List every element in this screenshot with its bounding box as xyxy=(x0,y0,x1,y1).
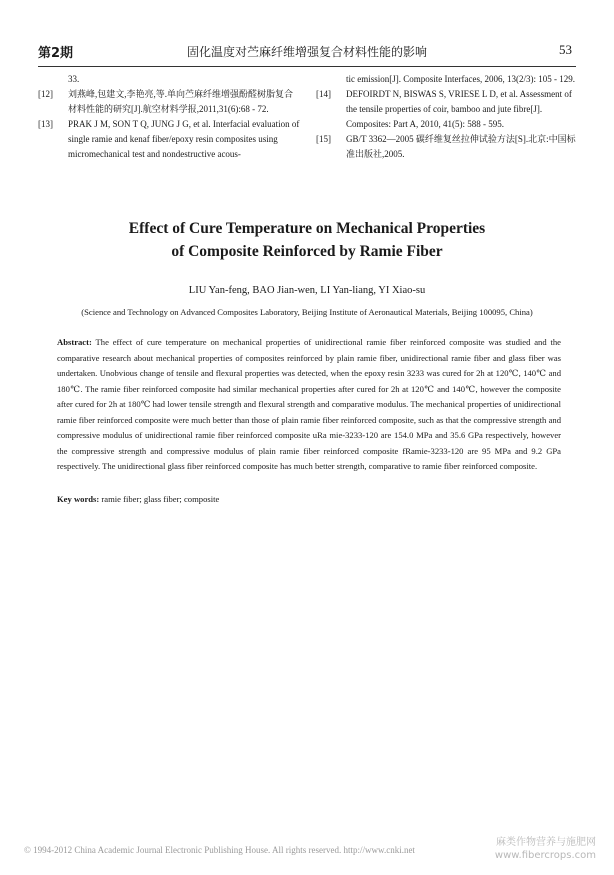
page-number: 53 xyxy=(559,42,572,57)
keywords-text: ramie fiber; glass fiber; composite xyxy=(101,494,220,504)
reference-number: [14] xyxy=(316,89,331,99)
reference-text: GB/T 3362—2005 碳纤维复丝拉伸试验方法[S].北京:中国标准出版社,2005. xyxy=(346,134,576,159)
affiliation: (Science and Technology on Advanced Composites Laboratory, Beijing Institute of Aeronautical Materials, Beijing 100095, China) xyxy=(81,307,533,317)
reference-number: [15] xyxy=(316,134,331,144)
english-title xyxy=(0,217,614,263)
reference-item xyxy=(38,87,300,117)
author-list: LIU Yan-feng, BAO Jian-wen, LI Yan-liang, YI Xiao-su xyxy=(188,285,426,296)
title-line-1: Effect of Cure Temperature on Mechanical Properties xyxy=(128,220,486,237)
watermark: 麻类作物营养与施肥网 www.fibercrops.com xyxy=(494,837,596,861)
reference-text: tic emission[J]. Composite Interfaces, 2006, 13(2/3): 105 - 129. xyxy=(346,74,575,84)
keywords xyxy=(57,494,561,504)
reference-number: [12] xyxy=(38,89,53,99)
reference-item xyxy=(38,72,300,87)
references-left-column xyxy=(38,72,300,162)
copyright-footer: © 1994-2012 China Academic Journal Electronic Publishing House. All rights reserved. http://www.cnki.net xyxy=(24,845,415,855)
reference-text: 33. xyxy=(68,74,80,84)
issue-label: 第2期 xyxy=(38,46,74,61)
abstract-text: The effect of cure temperature on mechanical properties of unidirectional ramie fiber reinforced composite was studied and the comparative research about mechanical properties of composites reinforced by plain ramie fiber, unidirectional ramie fiber and glass fiber was undertaken. Unobvious change of tensile and flexural properties was detected, when the epoxy resin 3233 was cured for 2h at 120℃, 140℃ and 180℃. The ramie fiber reinforced composite had similar mechanical properties after cured for 2h at 120℃ and 140℃, however the composite after cured for 2h at 180℃ had lower tensile strength and flexural strength and comparative modulus. The mechanical properties of unidirectional ramie fiber reinforced composite were much better than those of plain ramie fiber reinforced composite, such as that the compressive strength and compressive modulus of unidirectional ramie fiber reinforced composite uRa mie-3233-120 are 154.0 MPa and 35.6 GPa respectively, however the compressive strength and compressive modulus of plain ramie fiber reinforced composite fRamie-3233-120 are 95 MPa and 9.2 GPa respectively. The unidirectional glass fiber reinforced composite has much better strength, comparative to ramie fiber reinforced composite. xyxy=(57,337,561,471)
references-right-column xyxy=(316,72,578,162)
reference-item xyxy=(316,87,578,132)
running-header xyxy=(38,42,576,66)
keywords-label: Key words: xyxy=(57,494,100,504)
reference-text: 刘燕峰,包建文,李艳亮,等.单向苎麻纤维增强酚醛树脂复合材料性能的研究[J].航空材料学报,2011,31(6):68 - 72. xyxy=(68,89,294,114)
references-section xyxy=(38,72,576,192)
reference-number: [13] xyxy=(38,119,53,129)
running-title: 固化温度对苎麻纤维增强复合材料性能的影响 xyxy=(186,45,427,59)
reference-item xyxy=(316,132,578,162)
abstract xyxy=(57,335,561,475)
title-line-2: of Composite Reinforced by Ramie Fiber xyxy=(171,243,443,260)
reference-item xyxy=(38,117,300,162)
reference-text: DEFOIRDT N, BISWAS S, VRIESE L D, et al. Assessment of the tensile properties of coir, bamboo and jute fibre[J]. Composites: Part A, 2010, 41(5): 588 - 595. xyxy=(346,89,572,129)
reference-text: PRAK J M, SON T Q, JUNG J G, et al. Interfacial evaluation of single ramie and kenaf fiber/epoxy resin composites using micromechanical test and nondestructive acous- xyxy=(68,119,300,159)
header-rule xyxy=(38,66,576,67)
reference-item xyxy=(316,72,578,87)
abstract-label: Abstract: xyxy=(57,337,92,347)
